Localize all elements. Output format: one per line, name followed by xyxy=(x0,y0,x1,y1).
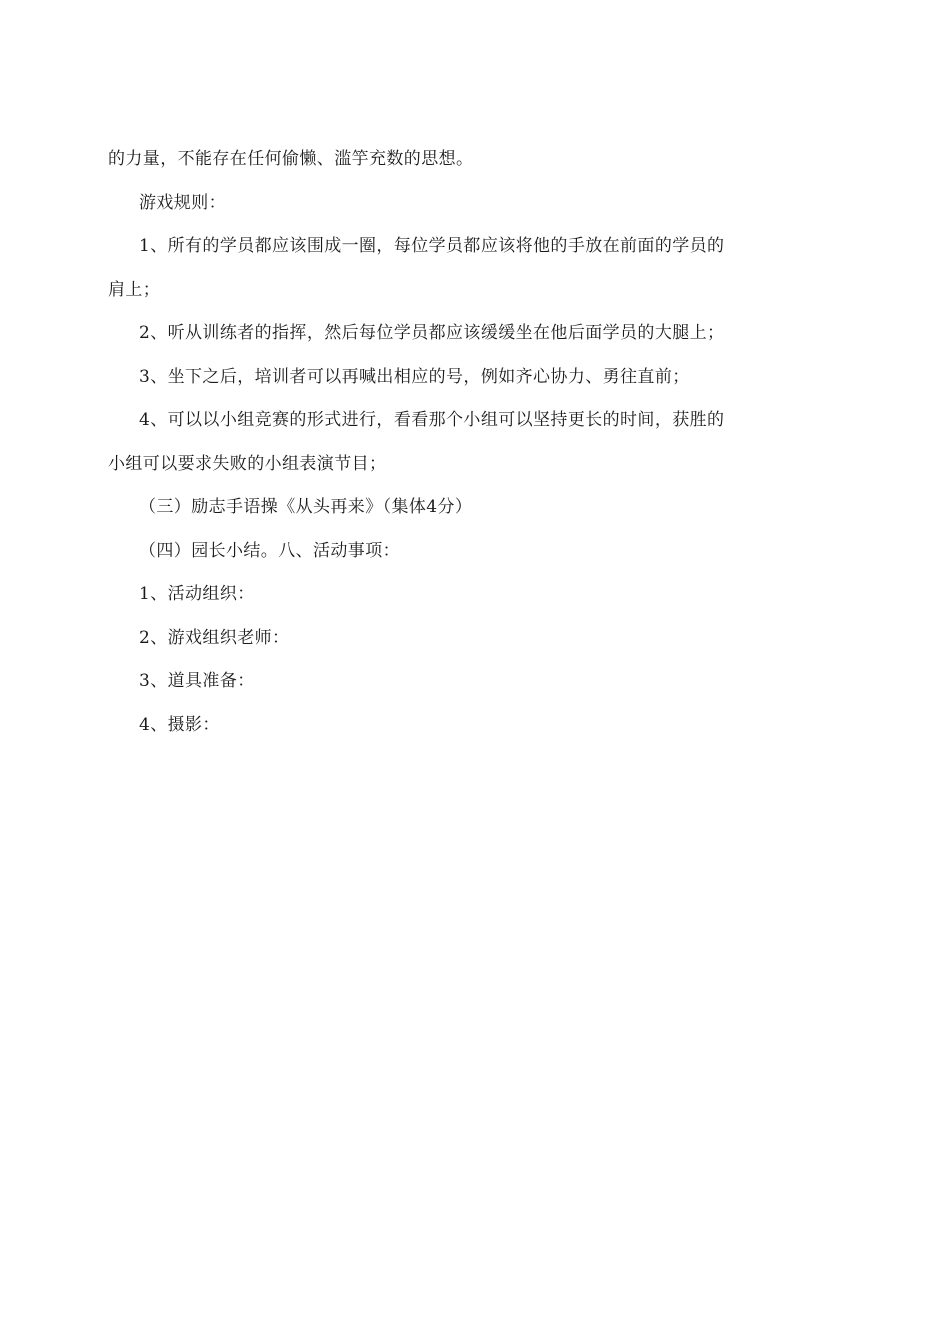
document-body xyxy=(108,138,798,747)
rule-item-2: 2、听从训练者的指挥，然后每位学员都应该缓缓坐在他后面学员的大腿上； xyxy=(139,323,725,343)
matter-item-1: 1、活动组织： xyxy=(139,584,255,604)
matter-item-3: 3、道具准备： xyxy=(139,671,255,691)
paragraph-continuation: 的力量，不能存在任何偷懒、滥竽充数的思想。 xyxy=(108,149,474,169)
matter-item-2: 2、游戏组织老师： xyxy=(139,627,290,648)
section-four-heading: （四）园长小结。八、活动事项： xyxy=(139,540,400,561)
rule-item-4-line-1: 4、可以以小组竞赛的形式进行，看看那个小组可以坚持更长的时间，获胜的 xyxy=(139,410,725,430)
rule-item-1-line-1: 1、所有的学员都应该围成一圈，每位学员都应该将他的手放在前面的学员的 xyxy=(139,236,725,256)
section-heading-game-rules: 游戏规则： xyxy=(139,192,226,213)
rule-item-4 xyxy=(108,399,798,486)
rule-item-3: 3、坐下之后，培训者可以再喊出相应的号，例如齐心协力、勇往直前； xyxy=(139,366,690,387)
matter-item-4: 4、摄影： xyxy=(139,714,220,735)
rule-item-1 xyxy=(108,225,798,312)
rule-item-1-line-2: 肩上； xyxy=(108,279,161,300)
rule-item-4-line-2: 小组可以要求失败的小组表演节目； xyxy=(108,453,387,474)
section-three-heading: （三）励志手语操《从头再来》（集体4分） xyxy=(139,497,473,517)
